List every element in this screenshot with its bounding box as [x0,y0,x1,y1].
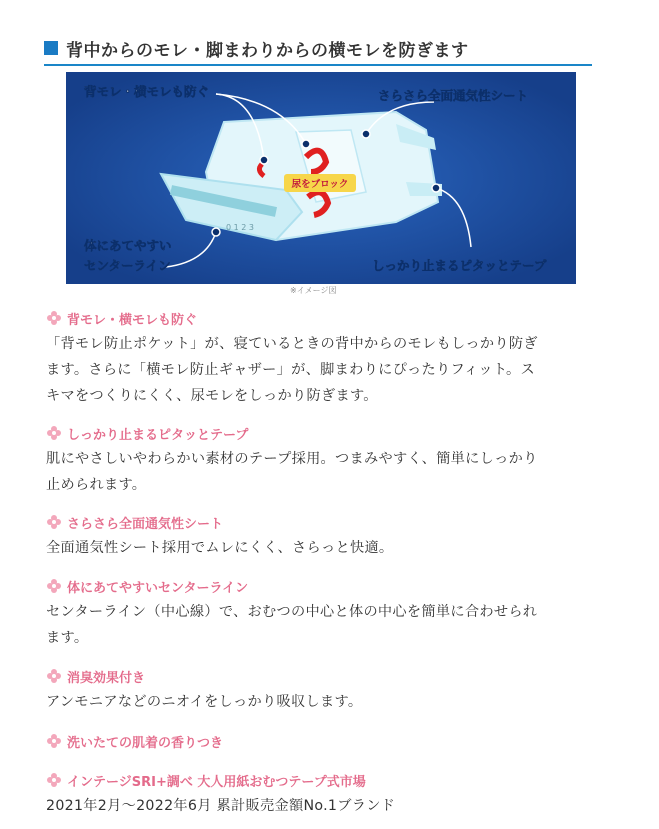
diaper-illustration [66,72,576,284]
feature-title-text: 背モレ・横モレも防ぐ [67,312,198,328]
flower-bullet-icon [46,668,62,684]
feature-title-text: 体にあてやすいセンターライン [67,580,249,596]
section-title: 背中からのモレ・脚まわりからの横モレを防ぎます [66,40,469,61]
feature-section-6 [46,731,606,751]
flower-bullet-icon [46,310,62,326]
feature-section-2 [46,423,606,498]
feature-body [46,535,606,561]
feature-title [46,423,606,443]
feature-title-text: さらさら全面通気性シート [67,516,224,532]
feature-title [46,512,606,532]
callout-bottom-left-line2: センターライン [84,258,171,273]
body-line: センターライン（中心線）で、おむつの中心と体の中心を簡単に合わせられ [46,604,538,620]
image-note: ※イメージ図 [290,286,337,295]
feature-title-text: インテージSRI+調べ 大人用紙おむつテープ式市場 [67,774,366,790]
feature-body [46,793,606,819]
body-line: 2021年2月～2022年6月 累計販売金額No.1ブランド [46,798,396,814]
body-line: 止められます。 [46,477,147,493]
flower-bullet-icon [46,425,62,441]
callout-bottom-right: しっかり止まるピタッとテープ [372,258,547,273]
feature-title-text: 消臭効果付き [67,670,146,686]
centerline-digits: 0 1 2 3 [226,223,254,232]
feature-body [46,331,606,409]
feature-title [46,770,606,790]
body-line: キマをつくりにくく、尿モレをしっかり防ぎます。 [46,388,378,404]
feature-body [46,599,606,651]
feature-section-5 [46,666,606,715]
block-label: 尿をブロック [291,179,349,190]
flower-bullet-icon [46,578,62,594]
feature-title-text: しっかり止まるピタッとテープ [67,427,249,443]
callout-top-left: 背モレ・横モレも防ぐ [84,84,210,99]
flower-bullet-icon [46,514,62,530]
feature-title [46,731,606,751]
flower-bullet-icon [46,733,62,749]
section-header [44,32,592,66]
feature-body [46,446,606,498]
callout-top-right: さらさら全面通気性シート [378,88,529,103]
feature-section-1 [46,308,606,409]
feature-title [46,308,606,328]
body-line: ます。さらに「横モレ防止ギャザー」が、脚まわりにぴったりフィット。ス [46,362,536,378]
body-line: ます。 [46,630,89,646]
body-line: 「背モレ防止ポケット」が、寝ているときの背中からのモレもしっかり防ぎ [46,336,538,352]
feature-section-7 [46,770,606,819]
feature-section-3 [46,512,606,561]
body-line: 全面通気性シート採用でムレにくく、さらっと快適。 [46,540,394,556]
body-line: 肌にやさしいやわらかい素材のテープ採用。つまみやすく、簡単にしっかり [46,451,538,467]
feature-title [46,576,606,596]
feature-section-4 [46,576,606,651]
feature-title-text: 洗いたての肌着の香りつき [67,735,224,751]
feature-title [46,666,606,686]
feature-body [46,689,606,715]
header-square-icon [44,41,58,55]
callout-bottom-left-line1: 体にあてやすい [84,238,172,253]
body-line: アンモニアなどのニオイをしっかり吸収します。 [46,694,363,710]
flower-bullet-icon [46,772,62,788]
